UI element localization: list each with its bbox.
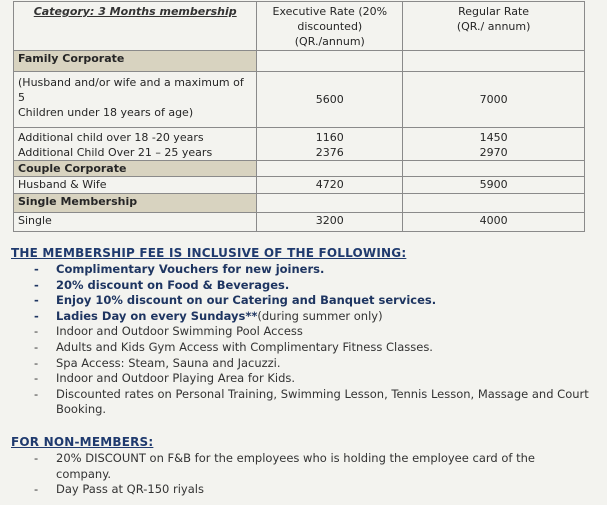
empty-cell	[403, 51, 585, 72]
list-item-text: Adults and Kids Gym Access with Complimentary Fitness Classes.	[56, 339, 433, 354]
dash-marker: -	[34, 293, 39, 308]
child2-regular: 2970	[479, 146, 508, 159]
list-item	[11, 482, 591, 498]
non-members-section	[11, 435, 591, 498]
dash-marker: -	[34, 371, 39, 386]
additional-child-regular	[403, 128, 585, 161]
category-header	[14, 2, 257, 51]
couple-corporate-title-row	[14, 161, 585, 177]
family-corporate-title-row	[14, 51, 585, 72]
family-corporate-desc	[14, 72, 257, 128]
list-item	[11, 309, 591, 325]
couple-regular-rate: 5900	[403, 177, 585, 194]
additional-child-executive	[257, 128, 403, 161]
dash-marker: -	[34, 277, 39, 292]
list-item-text: 20% DISCOUNT on F&B for the employees who is holding the employee card of the company.	[56, 451, 535, 481]
list-item-text: Day Pass at QR-150 riyals	[56, 482, 204, 497]
list-item	[11, 262, 591, 278]
list-item	[11, 340, 591, 356]
category-label: Category: 3 Months membership	[33, 5, 237, 18]
family-desc-line2: Children under 18 years of age)	[18, 106, 194, 119]
family-desc-line1: (Husband and/or wife and a maximum of 5	[18, 76, 244, 104]
non-members-heading: FOR NON-MEMBERS:	[11, 435, 154, 449]
dash-marker: -	[34, 386, 39, 401]
additional-child-row	[14, 128, 585, 161]
regular-rate-header	[403, 2, 585, 51]
inclusive-list	[11, 262, 591, 418]
list-item	[11, 451, 591, 482]
list-item-text: Discounted rates on Personal Training, Swimming Lesson, Tennis Lesson, Massage and Court Booking.	[56, 386, 589, 417]
list-item	[11, 324, 591, 340]
non-members-list	[11, 451, 591, 498]
family-executive-value: 5600	[315, 93, 344, 106]
couple-executive-rate: 4720	[257, 177, 403, 194]
list-item	[11, 387, 591, 418]
additional-child-labels	[14, 128, 257, 161]
regular-header-line1: Regular Rate	[458, 5, 530, 18]
executive-header-line1: Executive Rate (20%	[272, 5, 388, 18]
list-item	[11, 293, 591, 309]
dash-marker: -	[34, 262, 39, 276]
inclusive-heading: THE MEMBERSHIP FEE IS INCLUSIVE OF THE FOLLOWING:	[11, 246, 407, 260]
membership-rates-table	[13, 1, 585, 232]
family-regular-rate	[403, 72, 585, 128]
family-corporate-title: Family Corporate	[14, 51, 257, 72]
dash-marker: -	[34, 308, 39, 323]
single-membership-row	[14, 213, 585, 232]
list-item-text: Indoor and Outdoor Playing Area for Kids.	[56, 371, 296, 386]
family-regular-value: 7000	[479, 93, 508, 106]
list-item-text: Indoor and Outdoor Swimming Pool Access	[56, 324, 303, 339]
couple-corporate-title: Couple Corporate	[14, 161, 257, 177]
list-item-text: Spa Access: Steam, Sauna and Jacuzzi.	[56, 355, 281, 370]
single-membership-title: Single Membership	[14, 194, 257, 213]
child2-label: Additional Child Over 21 – 25 years	[18, 146, 213, 159]
list-item	[11, 278, 591, 294]
single-regular-rate: 4000	[403, 213, 585, 232]
child1-executive: 1160	[315, 131, 344, 144]
list-item-text: Complimentary Vouchers for new joiners.	[56, 262, 325, 276]
empty-cell	[403, 161, 585, 177]
child2-executive: 2376	[315, 146, 344, 159]
dash-marker: -	[34, 324, 39, 339]
empty-cell	[257, 161, 403, 177]
dash-marker: -	[34, 355, 39, 370]
ladies-day-note: (during summer only)	[257, 308, 383, 323]
child1-regular: 1450	[479, 131, 508, 144]
executive-header-line3: (QR./annum)	[294, 35, 365, 48]
list-item	[11, 371, 591, 387]
list-item	[11, 356, 591, 372]
single-membership-title-row	[14, 194, 585, 213]
inclusive-section	[11, 246, 591, 418]
list-item-text: Enjoy 10% discount on our Catering and Banquet services.	[56, 293, 437, 308]
list-item-text: Ladies Day on every Sundays**	[56, 308, 258, 323]
dash-marker: -	[34, 339, 39, 354]
executive-rate-header	[257, 2, 403, 51]
family-corporate-row	[14, 72, 585, 128]
empty-cell	[403, 194, 585, 213]
couple-corporate-row	[14, 177, 585, 194]
table-header-row	[14, 2, 585, 51]
couple-label: Husband & Wife	[14, 177, 257, 194]
single-label: Single	[14, 213, 257, 232]
regular-header-line2: (QR./ annum)	[456, 20, 531, 33]
list-item-text: 20% discount on Food & Beverages.	[56, 277, 290, 292]
child1-label: Additional child over 18 -20 years	[18, 131, 204, 144]
dash-marker: -	[34, 482, 39, 497]
family-executive-rate	[257, 72, 403, 128]
single-executive-rate: 3200	[257, 213, 403, 232]
executive-header-line2: discounted)	[297, 20, 363, 33]
empty-cell	[257, 194, 403, 213]
empty-cell	[257, 51, 403, 72]
dash-marker: -	[34, 451, 39, 465]
